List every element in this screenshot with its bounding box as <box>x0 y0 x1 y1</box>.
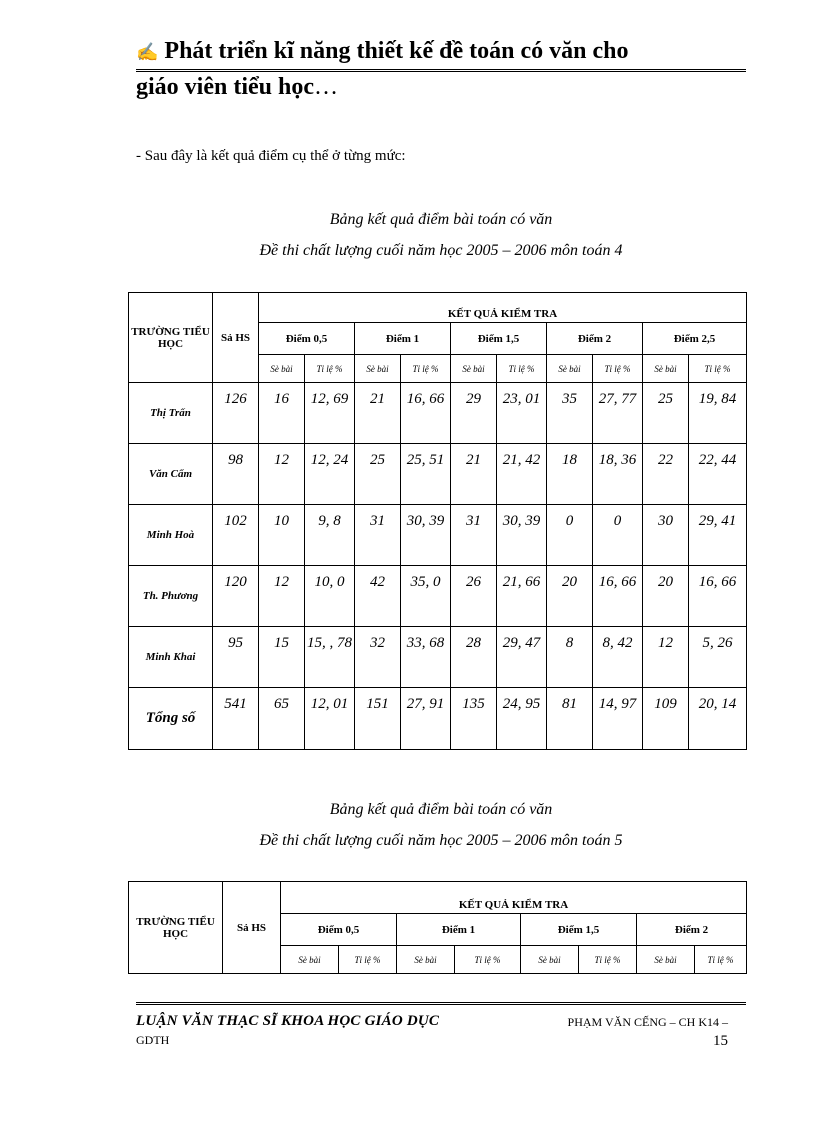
count-cell: 12 <box>259 566 305 627</box>
table2-sub-rate: Tỉ lệ % <box>455 946 521 974</box>
count-cell: 26 <box>451 566 497 627</box>
rate-cell: 20, 14 <box>689 688 747 750</box>
table1-count-header: Sả HS <box>213 293 259 383</box>
rate-cell: 29, 41 <box>689 505 747 566</box>
count-cell: 12 <box>259 444 305 505</box>
table1-sub-count: Sè bài <box>259 355 305 383</box>
count-cell: 31 <box>451 505 497 566</box>
count-cell: 0 <box>547 505 593 566</box>
table1-group-header: Điểm 1 <box>355 323 451 355</box>
rate-cell: 18, 36 <box>593 444 643 505</box>
table-row <box>129 505 747 566</box>
page-number: 15 <box>713 1033 728 1049</box>
count-cell: 135 <box>451 688 497 750</box>
school-name: Văn Cẩm <box>129 444 213 505</box>
rate-cell: 27, 77 <box>593 383 643 444</box>
title-text-1: Phát triển kĩ năng thiết kế đề toán có văn cho <box>164 38 629 64</box>
school-name: Minh Khai <box>129 627 213 688</box>
student-count: 98 <box>213 444 259 505</box>
count-cell: 10 <box>259 505 305 566</box>
rate-cell: 15, , 78 <box>305 627 355 688</box>
table-row <box>129 444 747 505</box>
table1-sub-rate: Tỉ lệ % <box>593 355 643 383</box>
rate-cell: 25, 51 <box>401 444 451 505</box>
table-row <box>129 566 747 627</box>
count-cell: 151 <box>355 688 401 750</box>
count-cell: 42 <box>355 566 401 627</box>
table1-group-header: Điểm 0,5 <box>259 323 355 355</box>
rate-cell: 16, 66 <box>593 566 643 627</box>
table1-sub-rate: Tỉ lệ % <box>305 355 355 383</box>
rate-cell: 8, 42 <box>593 627 643 688</box>
school-name: Th. Phương <box>129 566 213 627</box>
table2-sub-count: Sè bài <box>397 946 455 974</box>
student-count: 95 <box>213 627 259 688</box>
count-cell: 15 <box>259 627 305 688</box>
rate-cell: 35, 0 <box>401 566 451 627</box>
table2-caption <box>136 794 746 856</box>
table2-sub-count: Sè bài <box>637 946 695 974</box>
rate-cell: 16, 66 <box>401 383 451 444</box>
table2-group-header: Điểm 2 <box>637 914 747 946</box>
count-cell: 31 <box>355 505 401 566</box>
rate-cell: 30, 39 <box>497 505 547 566</box>
table1-school-header: TRƯỜNG TIỂU HỌC <box>129 293 213 383</box>
table1-sub-rate: Tỉ lệ % <box>689 355 747 383</box>
rate-cell: 16, 66 <box>689 566 747 627</box>
title-line-2 <box>136 72 746 102</box>
page-header <box>136 36 746 102</box>
rate-cell: 33, 68 <box>401 627 451 688</box>
count-cell: 16 <box>259 383 305 444</box>
rate-cell: 22, 44 <box>689 444 747 505</box>
rate-cell: 30, 39 <box>401 505 451 566</box>
count-cell: 21 <box>451 444 497 505</box>
school-name: Minh Hoà <box>129 505 213 566</box>
title-ellipsis: … <box>314 74 338 100</box>
results-table-grade4 <box>128 292 747 750</box>
count-cell: 32 <box>355 627 401 688</box>
title-text-2: giáo viên tiểu học <box>136 74 314 100</box>
count-cell: 12 <box>643 627 689 688</box>
count-cell: 25 <box>355 444 401 505</box>
table2-caption-line2: Đề thi chất lượng cuối năm học 2005 – 2006 môn toán 5 <box>259 832 623 849</box>
count-cell: 28 <box>451 627 497 688</box>
student-count: 541 <box>213 688 259 750</box>
table2-count-header: Sả HS <box>223 882 281 974</box>
student-count: 102 <box>213 505 259 566</box>
table2-header-row <box>129 882 747 914</box>
table1-sub-count: Sè bài <box>547 355 593 383</box>
student-count: 120 <box>213 566 259 627</box>
title-line-1 <box>136 36 746 67</box>
footer-dept: GDTH <box>136 1033 170 1047</box>
rate-cell: 12, 01 <box>305 688 355 750</box>
table1-group-header: Điểm 2 <box>547 323 643 355</box>
rate-cell: 14, 97 <box>593 688 643 750</box>
table-row <box>129 688 747 750</box>
table-row <box>129 383 747 444</box>
footer-author: PHẠM VĂN CẾNG – CH K14 – <box>567 1015 728 1029</box>
table2-caption-line1: Bảng kết quả điểm bài toán có văn <box>329 801 553 818</box>
count-cell: 22 <box>643 444 689 505</box>
table2-group-header: Điểm 0,5 <box>281 914 397 946</box>
count-cell: 25 <box>643 383 689 444</box>
table2-sub-count: Sè bài <box>521 946 579 974</box>
count-cell: 29 <box>451 383 497 444</box>
count-cell: 20 <box>547 566 593 627</box>
table1-sub-rate: Tỉ lệ % <box>401 355 451 383</box>
table2-group-header: Điểm 1 <box>397 914 521 946</box>
rate-cell: 5, 26 <box>689 627 747 688</box>
rate-cell: 23, 01 <box>497 383 547 444</box>
table2-sub-count: Sè bài <box>281 946 339 974</box>
table1-sub-count: Sè bài <box>355 355 401 383</box>
count-cell: 35 <box>547 383 593 444</box>
rate-cell: 12, 24 <box>305 444 355 505</box>
table1-caption-line1: Bảng kết quả điểm bài toán có văn <box>329 211 553 228</box>
count-cell: 20 <box>643 566 689 627</box>
table1-result-header: KẾT QUẢ KIỂM TRA <box>259 293 747 323</box>
rate-cell: 12, 69 <box>305 383 355 444</box>
rate-cell: 0 <box>593 505 643 566</box>
count-cell: 81 <box>547 688 593 750</box>
rate-cell: 19, 84 <box>689 383 747 444</box>
table1-sub-rate: Tỉ lệ % <box>497 355 547 383</box>
table2-sub-rate: Tỉ lệ % <box>339 946 397 974</box>
count-cell: 30 <box>643 505 689 566</box>
count-cell: 109 <box>643 688 689 750</box>
table2-school-header: TRƯỜNG TIỂU HỌC <box>129 882 223 974</box>
school-name: Tổng số <box>129 688 213 750</box>
results-table-grade5 <box>128 881 747 974</box>
writing-hand-icon: ✍ <box>136 42 159 62</box>
count-cell: 65 <box>259 688 305 750</box>
rate-cell: 27, 91 <box>401 688 451 750</box>
table1-group-header: Điểm 1,5 <box>451 323 547 355</box>
rate-cell: 29, 47 <box>497 627 547 688</box>
intro-text: - Sau đây là kết quả điểm cụ thể ở từng mức: <box>136 148 406 164</box>
table1-sub-count: Sè bài <box>451 355 497 383</box>
table1-caption <box>136 204 746 266</box>
page-footer <box>136 1000 746 1050</box>
table1-sub-count: Sè bài <box>643 355 689 383</box>
table1-group-header: Điểm 2,5 <box>643 323 747 355</box>
rate-cell: 24, 95 <box>497 688 547 750</box>
table2-group-header: Điểm 1,5 <box>521 914 637 946</box>
count-cell: 8 <box>547 627 593 688</box>
count-cell: 21 <box>355 383 401 444</box>
table1-header-row <box>129 293 747 323</box>
count-cell: 18 <box>547 444 593 505</box>
student-count: 126 <box>213 383 259 444</box>
rate-cell: 10, 0 <box>305 566 355 627</box>
table2-sub-rate: Tỉ lệ % <box>695 946 747 974</box>
footer-rule <box>136 1002 746 1005</box>
rate-cell: 9, 8 <box>305 505 355 566</box>
table2-result-header: KẾT QUẢ KIỂM TRA <box>281 882 747 914</box>
rate-cell: 21, 66 <box>497 566 547 627</box>
school-name: Thị Trấn <box>129 383 213 444</box>
table-row <box>129 627 747 688</box>
footer-thesis-title: LUẬN VĂN THẠC SĨ KHOA HỌC GIÁO DỤC <box>136 1013 440 1029</box>
table2-sub-rate: Tỉ lệ % <box>579 946 637 974</box>
table1-caption-line2: Đề thi chất lượng cuối năm học 2005 – 2006 môn toán 4 <box>259 242 623 259</box>
rate-cell: 21, 42 <box>497 444 547 505</box>
